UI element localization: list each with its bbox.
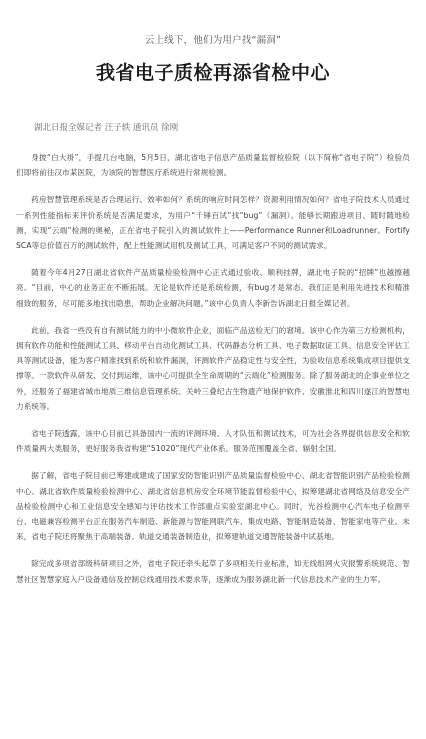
article-byline: 湖北日报全媒记者 汪子轶 通讯员 徐刚 xyxy=(34,123,179,133)
article-paragraph: 省电子院透露，该中心目前已具备国内一流的评测环境、人才队伍和测试技术，可为社会各界提供信息安全和软件质量两大类服务，更好服务我省构建“51020”现代产业体系，服务范围覆盖全省、辐射全国。 xyxy=(16,429,410,454)
article-paragraph: 据了解，省电子院目前已筹建或建成了国家安防智能识别产品质量监督检验中心、湖北省智能识别产品检验检测中心、湖北省软件质量检验检测中心、湖北省信息机房安全环境节能监督检验中心，拟筹建湖北省网络及信息安全产品检验检测中心和工业信息安全感知与评估技术工作部重点实验室湖北中心。同时，光谷检测中心汽车电子检测平台、电磁兼容检测平台正在服务汽车制造、新能源与智能网联汽车、集成电路、智能制造装备、智能家电等产业。未来，省电子院还将聚焦于高端装备、轨道交通装备制造业，拟筹建轨道交通智能装备中试基地。 xyxy=(16,471,410,542)
article-paragraph: 除完成多项省部级科研项目之外，省电子院还牵头起草了多项相关行业标准，如无线组网火灾报警系统规范、智慧社区智慧家庭入户设备通信及控制总线通用技术要求等，逐渐成为服务湖北新一代信息技术产业的生力军。 xyxy=(16,559,410,584)
article-paragraph: 此前，我省一些没有自有测试能力的中小微软件企业，面临产品送检无门的窘境。该中心作为第三方检测机构，拥有软件功能和性能测试工具、移动平台自动化测试工具、代码静态分析工具、电子数据取证工具、信息安全评估工具等测试设备，能为客户精准找到系统和软件漏洞，评测软件产品稳定性与安全性，为验收信息系统集成项目提供支撑等。一款软件从研发、交付到运维，该中心可提供全生命周期的“云端化”检测服务。除了服务湖北的企事业单位之外，还服务了福建省城市地质三维信息管理系统、关岭三叠纪古生物遗产地保护软件、安徽淮北和四川遂江的智慧电力系统等。 xyxy=(16,325,410,411)
article-title: 我省电子质检再添省检中心 xyxy=(95,62,330,84)
article-subtitle: 云上线下，他们为用户找“漏洞” xyxy=(144,35,282,46)
article-paragraph: 药房智慧管理系统是否合理运行、效率如何？系统的响应时间怎样？资源利用情况如何？省电子院技术人员通过一系列性能指标来评价系统是否满足要求，为用户“千锤百试”找“bug”（漏洞）。能够长期跟进项目、随时随地检测，实现“云端”检测的奥秘，正在省电子院引入的测试软件上——Performance Runner和Loadrunner、Fortify SCA等总价值百万的测试软件，配上性能测试用机及测试工具，可满足客户不同的测试需求。 xyxy=(16,195,410,251)
article-paragraph: 身披“白大褂”，手提几台电脑，5月5日，湖北省电子信息产品质量监督检验院（以下简称“省电子院”）检验员们即将前往汉市某医院，为该院的智慧医疗系统进行常规检测。 xyxy=(16,153,410,178)
article-paragraph: 随着今年4月27日湖北省软件产品质量检验检测中心正式通过验收、顺利挂牌，湖北电子院的“招牌”也越擦越亮。“目前，中心的业务正在不断拓展。无论是软件还是系统检测，有bug才是常态。我们正是利用先进技术和精准细致的服务，尽可能多地找出隐患，帮助企业解决问题。”该中心负责人李新告诉湖北日报全媒记者。 xyxy=(16,268,410,308)
article-body xyxy=(16,150,410,587)
